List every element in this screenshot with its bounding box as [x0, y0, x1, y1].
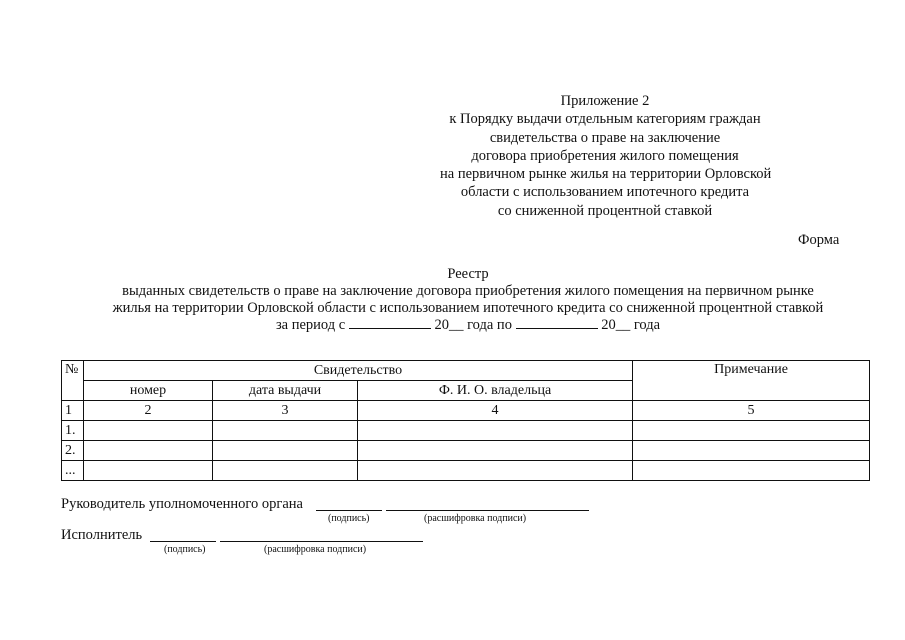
- head-signature-caption: (подпись): [328, 513, 370, 524]
- appendix-heading: [440, 92, 770, 220]
- period-start-blank: [349, 316, 431, 329]
- head-signature-label: Руководитель уполномоченного органа: [61, 496, 303, 512]
- table-cell: [633, 461, 870, 481]
- table-cell: [633, 441, 870, 461]
- appendix-line: области с использованием ипотечного кредита: [460, 184, 750, 201]
- table-cell: 2.: [62, 441, 84, 461]
- table-row: [62, 461, 870, 481]
- table-cell: [213, 421, 358, 441]
- col-header-no: №: [62, 361, 84, 401]
- period-prefix: за период с: [275, 317, 346, 334]
- table-cell: 2: [84, 401, 213, 421]
- col-header-number: номер: [84, 381, 213, 401]
- executor-signature-caption: (подпись): [164, 544, 206, 555]
- head-signature-line: [316, 510, 382, 511]
- col-header-issue-date: дата выдачи: [213, 381, 358, 401]
- table-cell: 1.: [62, 421, 84, 441]
- register-table: [61, 360, 870, 481]
- table-cell: [358, 421, 633, 441]
- table-row: [62, 421, 870, 441]
- table-cell: [84, 421, 213, 441]
- table-cell: [213, 441, 358, 461]
- col-header-owner-name: Ф. И. О. владельца: [358, 381, 633, 401]
- table-row: [62, 441, 870, 461]
- period-year-2: 20__ года: [601, 317, 661, 334]
- register-subtitle-line-1: выданных свидетельств о праве на заключение договора приобретения жилого помещения на первичном рынке: [122, 282, 814, 299]
- register-subtitle-line-2: жилья на территории Орловской области с использованием ипотечного кредита со сниженной процентной ставкой: [112, 299, 824, 316]
- numbering-row: [62, 401, 870, 421]
- table-cell: 1: [62, 401, 84, 421]
- appendix-line: Приложение 2: [560, 93, 650, 109]
- col-header-certificate: Свидетельство: [84, 361, 633, 381]
- executor-decoding-line: [220, 541, 423, 542]
- form-label: Форма: [798, 232, 840, 248]
- appendix-line: со сниженной процентной ставкой: [497, 202, 713, 219]
- table-cell: [84, 441, 213, 461]
- period-end-blank: [516, 316, 598, 329]
- table-cell: 3: [213, 401, 358, 421]
- register-heading: Реестр: [447, 266, 489, 282]
- period-year-1: 20__ года по: [434, 317, 512, 334]
- table-cell: [358, 461, 633, 481]
- head-decoding-caption: (расшифровка подписи): [424, 513, 527, 524]
- table-cell: 5: [633, 401, 870, 421]
- col-header-note: Примечание: [633, 361, 870, 401]
- executor-signature-label: Исполнитель: [61, 527, 143, 543]
- table-cell: [213, 461, 358, 481]
- period-line: [40, 316, 896, 334]
- table-cell: [358, 441, 633, 461]
- appendix-line: свидетельства о праве на заключение: [489, 129, 721, 146]
- table-cell: ...: [62, 461, 84, 481]
- head-decoding-line: [386, 510, 589, 511]
- executor-signature-line: [150, 541, 216, 542]
- appendix-line: договора приобретения жилого помещения: [471, 147, 739, 164]
- table-cell: 4: [358, 401, 633, 421]
- appendix-line: на первичном рынке жилья на территории Орловской: [440, 166, 772, 183]
- register-title: [40, 266, 896, 334]
- appendix-line: к Порядку выдачи отдельным категориям граждан: [449, 111, 761, 128]
- table-cell: [84, 461, 213, 481]
- executor-decoding-caption: (расшифровка подписи): [264, 544, 367, 555]
- table-cell: [633, 421, 870, 441]
